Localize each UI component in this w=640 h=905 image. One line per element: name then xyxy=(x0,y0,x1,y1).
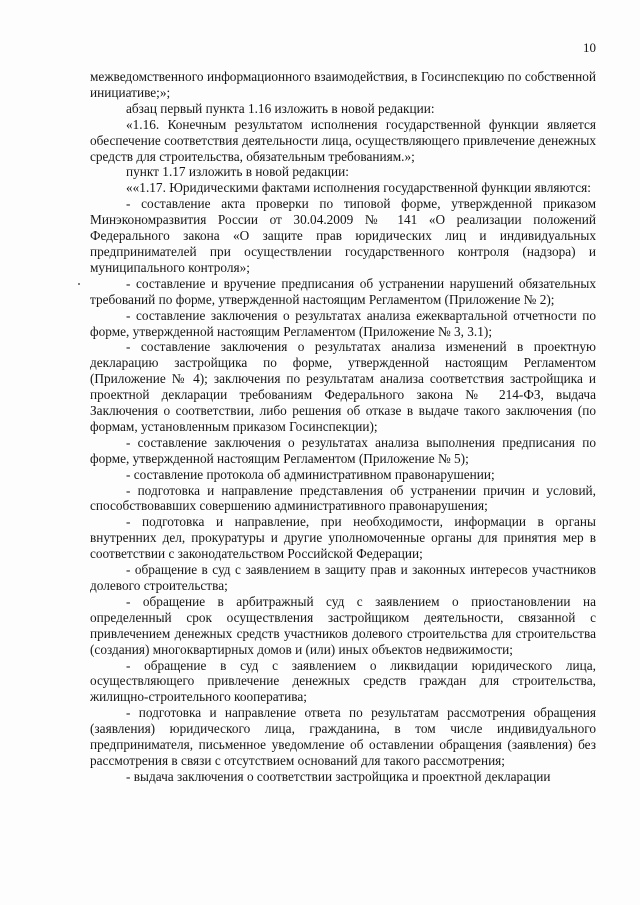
scan-speck xyxy=(78,283,80,285)
paragraph-clause-1-17: ««1.17. Юридическими фактами исполнения государственной функции являются: xyxy=(126,180,591,196)
list-item: - обращение в суд с заявлением в защиту прав и законных интересов участников долевого строительства; xyxy=(90,562,596,593)
paragraph-amendment-1-16-intro: абзац первый пункта 1.16 изложить в новой редакции: xyxy=(126,100,435,116)
list-item: - подготовка и направление представления об устранении причин и условий, способствовавших совершению административного правонарушения; xyxy=(90,482,596,514)
list-item: - составление заключения о результатах анализа изменений в проектную декларацию застройщика по форме, утвержденной настоящим Регламентом (Приложение № 4); заключения по результатам анализа соответствия застройщика и проектной декларации требованиям Федерального закона № 214-ФЗ, выдача Заключения о соответствии, либо решения об отказе в выдаче такого заключения (по формам, установленным приказом Госинспекции); xyxy=(90,339,596,434)
list-item: - обращение в арбитражный суд с заявлением о приостановлении на определенный срок осуществления застройщиком деятельности, связанной с привлечением денежных средств участников долевого строительства для строительства (создания) многоквартирных домов и (или) иных объектов недвижимости; xyxy=(90,593,596,657)
list-item: - составление заключения о результатах анализа выполнения предписания по форме, утвержденной настоящим Регламентом (Приложение № 5); xyxy=(90,434,596,466)
paragraph-clause-1-16: «1.16. Конечным результатом исполнения государственной функции является обеспечение соответствия деятельности лица, осуществляющего привлечение денежных средств для строительства, обязательным требованиям.»; xyxy=(90,116,596,164)
page-number: 10 xyxy=(583,40,596,55)
list-item: - составление акта проверки по типовой форме, утвержденной приказом Минэкономразвития России от 30.04.2009 № 141 «О реализации положений Федерального закона «О защите прав юридических лиц и индивидуальных предпринимателей при осуществлении государственного контроля (надзора) и муниципального контроля»; xyxy=(90,196,596,275)
paragraph-continuation: межведомственного информационного взаимодействия, в Госинспекцию по собственной инициативе;»; xyxy=(90,69,596,100)
list-item: - подготовка и направление ответа по результатам рассмотрения обращения (заявления) юридического лица, гражданина, в том числе индивидуального предпринимателя, письменное уведомление об оставлении обращения (заявления) без рассмотрения в связи с отсутствием оснований для такого рассмотрения; xyxy=(90,705,596,768)
list-item: - обращение в суд с заявлением о ликвидации юридического лица, осуществляющего привлечение денежных средств граждан для строительства, жилищно-строительного кооператива; xyxy=(90,657,596,705)
list-item: - подготовка и направление, при необходимости, информации в органы внутренних дел, прокуратуры и другие уполномоченные органы для принятия мер в соответствии с законодательством Российской Федерации; xyxy=(90,514,596,562)
list-item: - составление и вручение предписания об устранении нарушений обязательных требований по форме, утвержденной настоящим Регламентом (Приложение № 2); xyxy=(90,275,596,307)
document-body xyxy=(90,69,596,785)
list-item: - выдача заключения о соответствии застройщика и проектной декларации xyxy=(126,768,551,784)
paragraph-amendment-1-17-intro: пункт 1.17 изложить в новой редакции: xyxy=(126,164,349,180)
list-item: - составление протокола об административном правонарушении; xyxy=(126,466,495,482)
list-item: - составление заключения о результатах анализа ежеквартальной отчетности по форме, утвержденной настоящим Регламентом (Приложение № 3, 3.1); xyxy=(90,307,596,339)
